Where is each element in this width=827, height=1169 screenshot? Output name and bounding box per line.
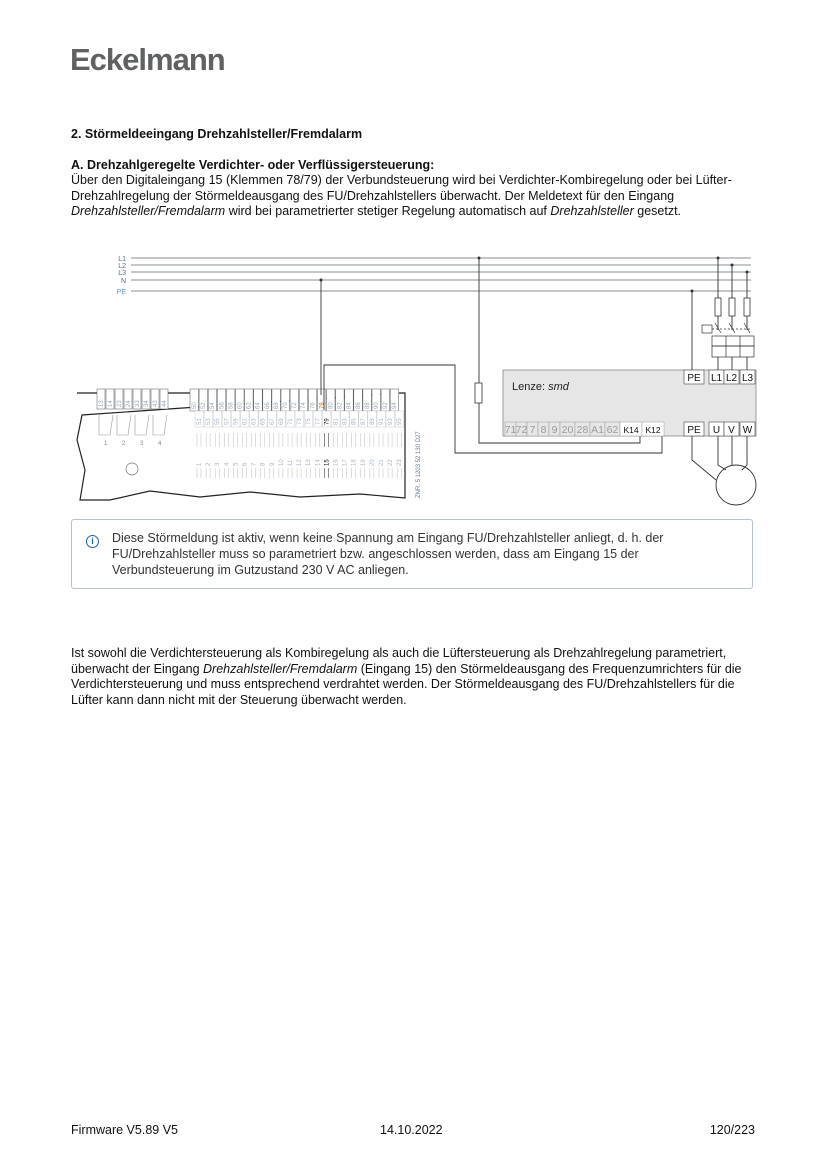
fu-terminal-label: 28 xyxy=(576,424,589,436)
terminal-label: 64 xyxy=(255,402,262,409)
input-label: 7 xyxy=(251,462,258,466)
input-label: 5 xyxy=(233,462,240,466)
terminal-label: 59 xyxy=(233,418,240,425)
terminal-label: 60 xyxy=(237,402,244,409)
diagram-element xyxy=(746,271,749,274)
input-label: 2 xyxy=(206,462,213,466)
terminal-label: 61 xyxy=(242,418,249,425)
diagram-element xyxy=(97,389,422,498)
relay-number: 4 xyxy=(158,441,162,447)
fuse-icon xyxy=(475,383,482,403)
fu-terminal-label: 8 xyxy=(540,424,547,436)
input-contact-icon xyxy=(397,433,404,478)
diagram-element xyxy=(712,336,754,346)
fu-terminal-label: L1 xyxy=(710,373,723,384)
relay-terminal-label: 14 xyxy=(108,400,114,407)
input-label: 11 xyxy=(288,459,294,466)
bus-label: L2 xyxy=(118,263,126,270)
diagram-element xyxy=(731,264,734,267)
input-label: 10 xyxy=(278,459,285,466)
relay-terminal-label: 43 xyxy=(153,400,159,407)
diagram-element xyxy=(717,257,720,260)
input-contact-icon xyxy=(388,433,395,478)
relay-number: 1 xyxy=(104,441,108,447)
terminal-label: 89 xyxy=(369,418,376,425)
terminal-label: 58 xyxy=(228,402,235,409)
relay-number: 3 xyxy=(140,441,144,447)
input-label: 20 xyxy=(369,459,376,466)
terminal-label: 67 xyxy=(269,418,276,425)
terminal-label: 63 xyxy=(251,418,258,425)
input-contact-icon xyxy=(252,433,256,478)
terminal-label: 76 xyxy=(310,402,317,409)
terminal-label: 50 xyxy=(192,402,198,409)
diagram-element xyxy=(117,256,751,296)
relay-contact-icon xyxy=(135,415,149,435)
input-contact-icon xyxy=(324,433,331,478)
paragraph-1 xyxy=(71,173,761,220)
text: (Eingang 15) den Störmeldeausgang des Frequenzumrichters für die Verdichtersteuerung und muss entsprechend verdrahtet werden. Der Störmeldeausgang des FU/Drehzahlstellers für die Lüfter kann dann nicht mit der Steuerung überwacht werden. xyxy=(71,661,742,707)
input-contact-icon xyxy=(361,433,365,478)
terminal-label: 51 xyxy=(197,418,203,425)
relay-terminal-label: 33 xyxy=(135,400,141,407)
motor-protection-switch xyxy=(702,323,754,357)
relay-contact-icon xyxy=(117,415,131,435)
text-italic: Drehzahlsteller/Fremdalarm xyxy=(71,204,226,219)
diagram-element: smd xyxy=(548,381,569,393)
fu-terminal-label: 62 xyxy=(606,424,619,436)
diagram-element xyxy=(715,323,750,333)
fu-terminal-label: L2 xyxy=(725,373,738,384)
terminal-label: 66 xyxy=(264,402,271,409)
terminal-label: 68 xyxy=(273,402,280,409)
terminal-label: 78 xyxy=(319,402,326,409)
input-contact-icon xyxy=(315,433,322,478)
input-label: 6 xyxy=(242,462,249,466)
fu-terminal-label: PE xyxy=(687,373,701,384)
fu-output-label: W xyxy=(742,425,753,436)
input-label: 4 xyxy=(224,462,231,466)
fu-terminal-label: L3 xyxy=(741,373,754,384)
bus-label: PE xyxy=(116,289,126,296)
input-label: 22 xyxy=(388,459,395,466)
relay-terminal-label: 24 xyxy=(126,400,132,407)
terminal-label: 75 xyxy=(306,418,313,425)
input-label: 23 xyxy=(397,459,404,466)
input-contact-icon xyxy=(233,433,240,478)
input-contact-icon xyxy=(343,433,347,478)
terminal-label: 85 xyxy=(351,418,358,425)
diagram-element xyxy=(478,257,481,260)
diagram-element xyxy=(718,357,747,370)
input-contact-icon xyxy=(334,433,338,478)
input-label: 8 xyxy=(260,462,267,466)
terminal-label: 83 xyxy=(342,418,349,425)
relay-contact-icon xyxy=(153,415,167,435)
terminal-label: 81 xyxy=(333,418,340,425)
bus-label: L3 xyxy=(118,270,126,277)
input-contact-icon xyxy=(306,433,313,478)
terminal-label: 86 xyxy=(355,402,362,409)
input-label: 12 xyxy=(297,459,304,466)
fuse-icons xyxy=(715,298,750,316)
terminal-label: 91 xyxy=(379,418,385,425)
relay-terminal-label: 23 xyxy=(117,400,123,407)
fu-terminal-label: 72 xyxy=(515,424,528,436)
terminal-label: 79 xyxy=(324,418,331,425)
diagram-element xyxy=(712,346,754,357)
motor-icon xyxy=(716,465,756,505)
fu-terminal-label: 9 xyxy=(551,424,558,436)
input-label: 16 xyxy=(333,459,340,466)
text-italic: Drehzahlsteller/Fremdalarm xyxy=(203,661,358,676)
relay-contact-icon xyxy=(99,415,113,435)
wiring-diagram xyxy=(0,250,827,515)
diagram-element xyxy=(729,298,735,316)
fu-output-label: V xyxy=(728,425,735,436)
input-contact-icon xyxy=(261,433,265,478)
input-contact-icon xyxy=(297,433,304,478)
terminal-label: 57 xyxy=(224,418,231,425)
terminal-label: 94 xyxy=(392,402,399,409)
input-contact-icon xyxy=(197,433,201,478)
terminal-label: 56 xyxy=(219,402,226,409)
paragraph-2 xyxy=(71,646,761,708)
text: gesetzt. xyxy=(633,204,682,219)
text: Über den Digitaleingang 15 (Klemmen 78/79) der Verbundsteuerung wird bei Verdichter-Kombiregelung oder bei Lüfter-Drehzahlregelung der Störmeldeausgang des FU/Drehzahlstellers überwacht. Der Meldetext für den Eingang xyxy=(71,173,732,203)
bus-label: L1 xyxy=(118,256,126,263)
footer-firmware: Firmware V5.89 V5 xyxy=(71,1123,178,1137)
input-label: 17 xyxy=(342,459,349,466)
terminal-label: 69 xyxy=(278,418,285,425)
input-label: 13 xyxy=(306,459,313,466)
fu-terminal-label: K12 xyxy=(645,425,661,435)
input-contact-icon xyxy=(206,433,213,478)
diagram-element xyxy=(320,279,323,282)
fu-terminal-label: 20 xyxy=(561,424,574,436)
terminal-label: 73 xyxy=(297,418,304,425)
terminal-label: 55 xyxy=(215,418,222,425)
fu-output-label: PE xyxy=(687,425,701,436)
relay-terminal-label: 13 xyxy=(99,400,105,407)
input-label: 9 xyxy=(269,462,276,466)
diagram-element xyxy=(320,257,749,293)
eckelmann-logo: Eckelmann xyxy=(70,42,225,77)
diagram-element xyxy=(718,316,747,330)
text: wird bei parametrierter stetiger Regelung automatisch auf xyxy=(225,204,551,219)
input-label: 21 xyxy=(379,459,385,466)
terminal-label: 74 xyxy=(301,402,308,409)
relay-number: 2 xyxy=(122,441,126,447)
relay-terminal-label: 44 xyxy=(162,400,168,407)
terminal-label: 90 xyxy=(374,402,380,409)
section-title: 2. Störmeldeeingang Drehzahlsteller/Fremdalarm xyxy=(71,127,363,141)
input-contact-icon xyxy=(215,433,222,478)
input-label: 3 xyxy=(215,462,222,466)
diagram-element xyxy=(702,325,712,333)
input-contact-icon xyxy=(370,433,374,478)
part-number: ZNR. 5 1203 52 130 D27 xyxy=(416,431,422,498)
fu-label xyxy=(512,381,570,393)
input-label: 19 xyxy=(360,459,367,466)
input-label: 18 xyxy=(351,459,358,466)
info-text: Diese Störmeldung ist aktiv, wenn keine Spannung am Eingang FU/Drehzahlsteller anliegt, d. h. der FU/Drehzahlsteller muss so parametriert bzw. angeschlossen werden, dass am Eingang 15 der Verbundsteuerung im Gutzustand 230 V AC anliegen. xyxy=(112,531,664,577)
text-italic: Drehzahlsteller xyxy=(550,204,634,219)
terminal-label: 54 xyxy=(210,402,217,409)
subsection-title: A. Drehzahlgeregelte Verdichter- oder Verflüssigersteuerung: xyxy=(71,158,435,172)
terminal-label: 87 xyxy=(360,418,367,425)
fu-terminal-label: 7 xyxy=(529,424,536,436)
terminal-label: 82 xyxy=(337,402,344,409)
terminal-label: 77 xyxy=(315,418,322,425)
diagram-element xyxy=(744,298,750,316)
diagram-element xyxy=(691,290,694,293)
fuse-holder-icon xyxy=(126,463,138,475)
input-contact-icon xyxy=(270,433,274,478)
input-contact-icon xyxy=(379,433,383,478)
info-box xyxy=(71,519,753,589)
diagram-element xyxy=(726,336,740,357)
terminal-label: 92 xyxy=(383,402,390,409)
terminal-label: 65 xyxy=(260,418,267,425)
terminal-label: 95 xyxy=(397,418,404,425)
fu-output-label: U xyxy=(712,425,721,436)
input-contact-icon xyxy=(243,433,247,478)
fu-terminal-label: A1 xyxy=(591,424,604,436)
terminal-label: 84 xyxy=(346,402,353,409)
fu-terminal-label: 71 xyxy=(504,424,517,436)
terminal-label: 62 xyxy=(246,402,253,409)
input-contact-icon xyxy=(224,433,231,478)
input-label: 14 xyxy=(315,459,322,466)
terminal-label: 52 xyxy=(201,402,208,409)
text: Ist sowohl die Verdichtersteuerung als Kombiregelung als auch die Lüftersteuerung als Drehzahlregelung parametriert, überwacht der Eingang xyxy=(71,646,727,676)
fu-terminal-label: K14 xyxy=(623,425,639,435)
input-label: 15 xyxy=(324,459,331,466)
footer-page-number: 120/223 xyxy=(709,1123,755,1137)
terminal-label: 71 xyxy=(288,418,294,425)
terminal-label: 80 xyxy=(328,402,335,409)
terminal-label: 72 xyxy=(292,402,299,409)
input-contact-icon xyxy=(352,433,356,478)
input-label: 1 xyxy=(197,462,203,466)
input-contact-icon xyxy=(288,433,292,478)
diagram-element xyxy=(715,298,721,316)
bus-label: N xyxy=(120,278,126,285)
terminal-label: 53 xyxy=(206,418,213,425)
footer-date: 14.10.2022 xyxy=(380,1123,443,1137)
terminal-label: 70 xyxy=(283,402,289,409)
input-contact-icon xyxy=(279,433,283,478)
info-icon: i xyxy=(86,535,99,548)
terminal-label: 93 xyxy=(388,418,395,425)
terminal-label: 88 xyxy=(364,402,371,409)
diagram-element: Lenze: xyxy=(512,381,549,393)
relay-terminal-label: 34 xyxy=(144,400,150,407)
